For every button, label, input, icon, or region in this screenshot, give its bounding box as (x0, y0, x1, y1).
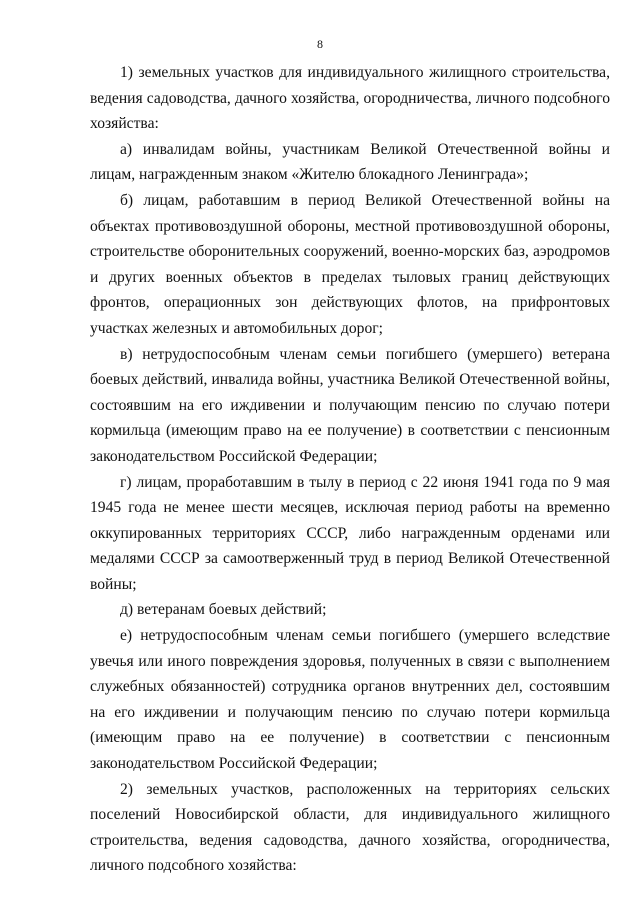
paragraph-subitem-v: в) нетрудоспособным членам семьи погибшего (умершего) ветерана боевых действий, инвалида войны, участника Великой Отечественной войны, состоявшим на его иждивении и получающим пенсию по случаю потери кормильца (имеющим право на ее получение) в соответствии с пенсионным законодательством Российской Федерации; (90, 345, 610, 465)
paragraph-subitem-a: а) инвалидам войны, участникам Великой Отечественной войны и лицам, награжденным знаком «Жителю блокадного Ленинграда»; (90, 140, 610, 184)
paragraph-subitem-e: е) нетрудоспособным членам семьи погибшего (умершего вследствие увечья или иного повреждения здоровья, полученных в связи с выполнением служебных обязанностей) сотрудника органов внутренних дел, состоявшим на его иждивении и получающим пенсию по случаю потери кормильца (имеющим право на ее получение) в соответствии с пенсионным законодательством Российской Федерации; (90, 627, 610, 773)
paragraph-subitem-b: б) лицам, работавшим в период Великой Отечественной войны на объектах противовоздушной обороны, местной противовоздушной обороны, строительстве оборонительных сооружений, военно-морских баз, аэродромов и других военных объектов в пределах тыловых границ действующих фронтов, операционных зон действующих флотов, на прифронтовых участках железных и автомобильных дорог; (90, 191, 610, 337)
page-number: 8 (317, 37, 323, 51)
paragraph-item-1: 1) земельных участков для индивидуального жилищного строительства, ведения садоводства, дачного хозяйства, огородничества, личного подсобного хозяйства: (90, 64, 610, 133)
paragraph-subitem-g: г) лицам, проработавшим в тылу в период с 22 июня 1941 года по 9 мая 1945 года не менее шести месяцев, исключая период работы на временно оккупированных территориях СССР, либо награжденным орденами или медалями СССР за самоотверженный труд в период Великой Отечественной войны; (90, 473, 610, 593)
document-body (90, 60, 610, 879)
paragraph-subitem-d: д) ветеранам боевых действий; (120, 601, 327, 619)
paragraph-item-2: 2) земельных участков, расположенных на территориях сельских поселений Новосибирской области, для индивидуального жилищного строительства, ведения садоводства, дачного хозяйства, огородничества, личного подсобного хозяйства: (90, 780, 610, 875)
